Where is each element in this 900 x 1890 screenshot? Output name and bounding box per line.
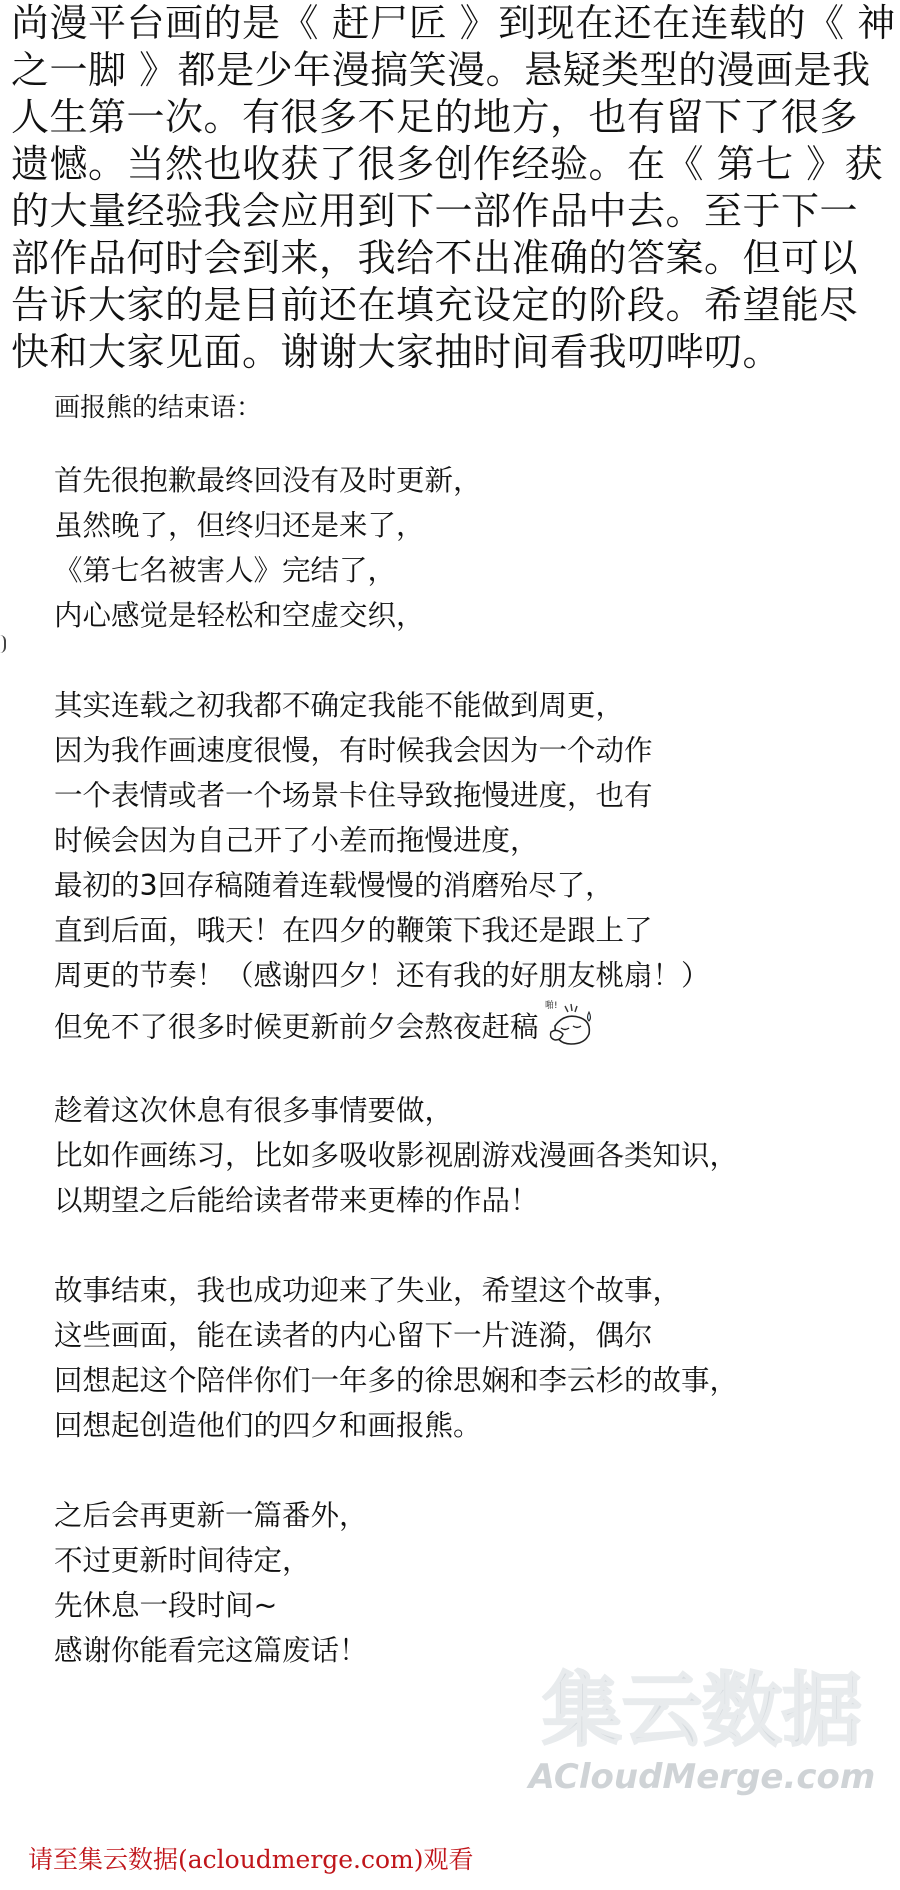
note-line: 感谢你能看完这篇废话！ [54, 1634, 368, 1667]
paragraph-gap [54, 1043, 884, 1088]
note-line: 回想起这个陪伴你们一年多的徐思娴和李云杉的故事， [54, 1364, 739, 1397]
top-paragraph-line: 的大量经验我会应用到下一部作品中去。至于下一 [11, 189, 859, 233]
note-line: 周更的节奏！（感谢四夕！还有我的好朋友桃扇！） [54, 959, 710, 992]
note-line: 故事结束，我也成功迎来了失业，希望这个故事， [54, 1274, 682, 1307]
note-line: 先休息一段时间~ [54, 1589, 278, 1622]
top-paragraph-line: 人生第一次。有很多不足的地方，也有留下了很多 [11, 95, 859, 139]
note-line: 内心感觉是轻松和空虚交织， [54, 599, 425, 632]
footer-source-link[interactable]: 请至集云数据(acloudmerge.com)观看 [28, 1845, 474, 1874]
top-paragraph-line: 遗憾。当然也收获了很多创作经验。在《 第七 》获 [11, 142, 884, 186]
top-paragraph-line: 部作品何时会到来，我给不出准确的答案。但可以 [11, 236, 859, 280]
note-line: 以期望之后能给读者带来更棒的作品！ [54, 1184, 539, 1217]
watermark-cn-text: 集云数据 [542, 1664, 862, 1757]
sweat-sticker-icon [543, 998, 599, 1059]
note-line: 回想起创造他们的四夕和画报熊。 [54, 1409, 482, 1442]
note-line: 不过更新时间待定， [54, 1544, 311, 1577]
note-heading: 画报熊的结束语： [54, 393, 263, 423]
paragraph-gap [54, 1223, 884, 1268]
note-line: 之后会再更新一篇番外， [54, 1499, 368, 1532]
top-paragraph-line: 快和大家见面。谢谢大家抽时间看我叨哔叨。 [11, 330, 782, 374]
note-line: 其实连载之初我都不确定我能不能做到周更， [54, 689, 625, 722]
note-line: 时候会因为自己开了小差而拖慢进度， [54, 824, 539, 857]
note-line: 《第七名被害人》完结了， [54, 554, 397, 587]
paragraph-gap [54, 1448, 884, 1493]
top-paragraph [11, 0, 896, 376]
note-line: 比如作画练习，比如多吸收影视剧游戏漫画各类知识， [54, 1139, 739, 1172]
note-line-with-sticker [54, 998, 884, 1043]
note-line: 首先很抱歉最终回没有及时更新， [54, 464, 482, 497]
paragraph-gap [54, 638, 884, 683]
note-line: 一个表情或者一个场景卡住导致拖慢进度，也有 [54, 779, 653, 812]
top-paragraph-line: 尚漫平台画的是《 赶尸匠 》到现在还在连载的《 神 [11, 1, 896, 45]
closing-note [54, 388, 884, 1673]
note-line: 因为我作画速度很慢，有时候我会因为一个动作 [54, 734, 653, 767]
note-line: 趁着这次休息有很多事情要做， [54, 1094, 454, 1127]
sticker-text: 啪! [544, 1001, 558, 1011]
top-paragraph-line: 告诉大家的是目前还在填充设定的阶段。希望能尽 [11, 283, 859, 327]
edge-mark [0, 635, 6, 653]
note-line-text: 但免不了很多时候更新前夕会熬夜赶稿 [54, 1010, 539, 1044]
note-line: 最初的3回存稿随着连载慢慢的消磨殆尽了， [54, 869, 614, 902]
watermark-logo [512, 1660, 892, 1800]
note-line: 这些画面，能在读者的内心留下一片涟漪，偶尔 [54, 1319, 653, 1352]
watermark-en-text: ACloudMerge.com [528, 1757, 876, 1797]
note-line: 虽然晚了，但终归还是来了， [54, 509, 425, 542]
top-paragraph-line: 之一脚 》都是少年漫搞笑漫。悬疑类型的漫画是我 [11, 48, 871, 92]
note-line: 直到后面，哦天！在四夕的鞭策下我还是跟上了 [54, 914, 653, 947]
